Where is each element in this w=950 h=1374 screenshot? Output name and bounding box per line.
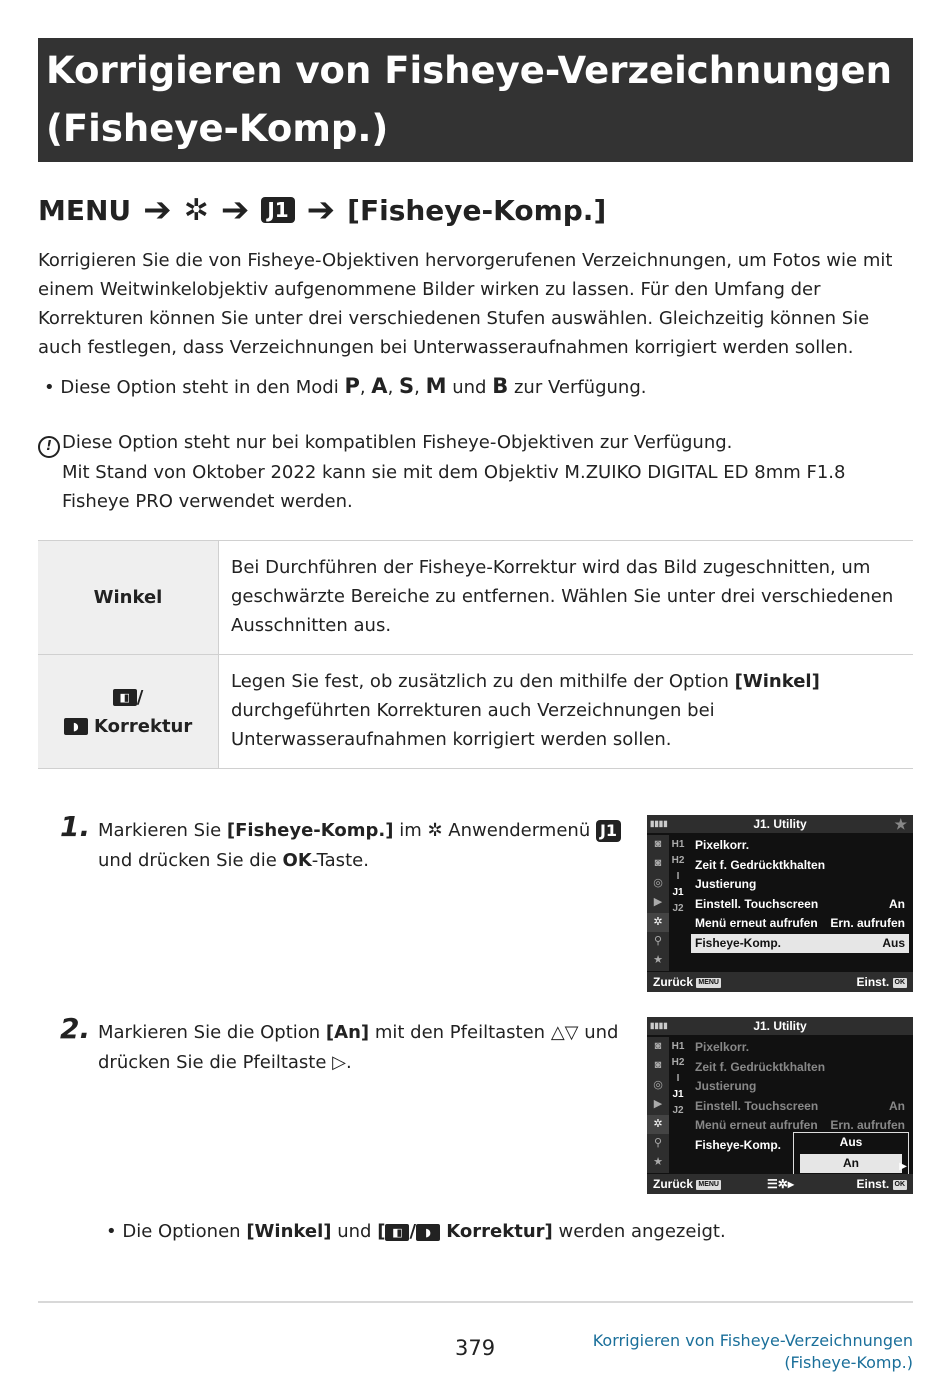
camera2-icon: ◙ xyxy=(654,1059,662,1072)
star-icon: ★ xyxy=(653,1156,663,1169)
camera-screen-1 xyxy=(647,815,913,992)
gear-icon: ✲ xyxy=(183,192,209,228)
list-item: Zeit f. Gedrücktkhalten xyxy=(695,857,826,872)
setting-key: ◧ / ◗ Korrektur xyxy=(38,655,219,769)
option-popup xyxy=(793,1132,909,1176)
list-item: Pixelkorr. xyxy=(695,1040,750,1054)
list-item: Justierung xyxy=(695,1079,757,1093)
tab-j2: J2 xyxy=(672,1105,684,1116)
settings-table xyxy=(38,540,913,769)
list-item: Justierung xyxy=(695,877,757,891)
page-title: Korrigieren von Fisheye-Verzeichnungen (Fisheye-Komp.) xyxy=(38,38,913,162)
intro-paragraph: Korrigieren Sie die von Fisheye-Objektiven hervorgerufenen Verzeichnungen, um Fotos wie mit einem Weitwinkelobjektiv aufgenommene Bilder wirken zu lassen. Für den Umfang der Korrekturen können Sie unter drei verschiedenen Stufen auswählen. Gleichzeitig können Sie auch festlegen, dass Verzeichnungen bei Unterwasseraufnahmen korrigiert werden sollen. xyxy=(38,250,893,358)
tab-j1: J1 xyxy=(672,1089,684,1100)
tab-j2: J2 xyxy=(672,903,684,914)
video-icon: ◎ xyxy=(653,1078,663,1091)
list-item: Einstell. Touchscreen An xyxy=(695,1098,905,1113)
tab-h1: H1 xyxy=(671,839,685,850)
menu-side-icons xyxy=(647,835,669,971)
screen-footer: Zurück MENU Einst. OK xyxy=(647,972,913,992)
underwater-wide-icon: ◧ xyxy=(385,1224,409,1241)
step-number: 1. xyxy=(60,810,91,843)
step-text: Markieren Sie die Option [An] mit den Pfeiltasten △▽ und drücken Sie die Pfeiltaste ▷. xyxy=(98,1022,619,1073)
gear-icon: ✲ xyxy=(647,913,669,932)
bullet-dot: • xyxy=(106,1221,117,1242)
bullet-dot: • xyxy=(44,377,55,398)
camera1-icon: ◙ xyxy=(654,838,662,850)
playback-icon: ▶ xyxy=(653,896,663,909)
list-item: Pixelkorr. xyxy=(695,838,750,852)
footer-section-link[interactable]: Korrigieren von Fisheye-Verzeichnungen (Fisheye-Komp.) xyxy=(592,1331,913,1372)
arrow-right-icon: ➔ xyxy=(220,190,250,230)
list-item: Einstell. Touchscreen An xyxy=(695,896,905,911)
underwater-fish-icon: ◗ xyxy=(416,1224,440,1241)
gear-icon: ✲ xyxy=(647,1115,669,1134)
underwater-wide-icon: ◧ xyxy=(113,689,137,706)
star-icon: ★ xyxy=(894,816,907,832)
menu-item-name: [Fisheye-Komp.] xyxy=(347,193,607,227)
mode-a: A xyxy=(371,374,388,398)
arrow-right-icon: ➔ xyxy=(306,190,336,230)
list-item: Menü erneut aufrufen Ern. aufrufen xyxy=(695,1118,905,1132)
option-an-selected: An xyxy=(800,1154,902,1173)
table-row xyxy=(38,655,913,769)
playback-icon: ▶ xyxy=(653,1098,663,1111)
camera2-icon: ◙ xyxy=(654,857,662,870)
setting-description: Legen Sie fest, ob zusätzlich zu den mithilfe der Option [Winkel] durchgeführten Korrekturen auch Verzeichnungen bei Unterwasseraufnahmen korrigiert werden sollen. xyxy=(219,655,914,769)
menu-key-icon: MENU xyxy=(698,978,719,986)
arrow-right-key-icon: ▷ xyxy=(332,1052,347,1073)
screen-header: ▮▮▮▮ J1. Utility xyxy=(647,1017,913,1035)
ok-key-icon: OK xyxy=(894,1180,905,1188)
menu-items xyxy=(691,836,909,953)
list-item: Menü erneut aufrufen Ern. aufrufen xyxy=(695,916,905,930)
menu-side-icons xyxy=(647,1037,669,1173)
step-text: Markieren Sie [Fisheye-Komp.] im ✲ Anwendermenü J1 und drücken Sie die OK-Taste. xyxy=(98,816,638,876)
setting-key: Winkel xyxy=(38,541,219,655)
tab-i: I xyxy=(676,1073,680,1084)
mode-s: S xyxy=(399,374,415,398)
arrow-up-icon: △ xyxy=(550,1022,565,1043)
mode-p: P xyxy=(344,374,360,398)
submenu-tabs xyxy=(669,1039,687,1119)
tab-i: I xyxy=(676,871,680,882)
modes-bullet: • Diese Option steht in den Modi P, A, S, M und B zur Verfügung. xyxy=(44,374,647,398)
video-icon: ◎ xyxy=(653,876,663,889)
tab-h1: H1 xyxy=(671,1041,685,1052)
page-number: 379 xyxy=(455,1336,496,1360)
note-block: ! Diese Option steht nur bei kompatiblen Fisheye-Objektiven zur Verfügung. Mit Stand von Oktober 2022 kann sie mit dem Objektiv M.ZUIKO DIGITAL ED 8mm F1.8 Fisheye PRO verwendet werden. xyxy=(38,428,913,516)
submenu-tabs xyxy=(669,837,687,917)
mode-m: M xyxy=(425,374,447,398)
camera1-icon: ◙ xyxy=(654,1040,662,1052)
step-number: 2. xyxy=(60,1012,91,1045)
arrow-right-icon: ➔ xyxy=(143,190,172,230)
tab-j1: J1 xyxy=(672,887,684,898)
list-item-selected: Fisheye-Komp. Aus xyxy=(691,934,909,954)
star-icon: ★ xyxy=(653,954,663,967)
menu-key-icon: MENU xyxy=(698,1180,719,1188)
tab-badge: J1 xyxy=(261,197,294,223)
wrench-icon: ⚲ xyxy=(653,1136,663,1149)
camera-screen-2 xyxy=(647,1017,913,1194)
tab-badge: J1 xyxy=(596,820,621,842)
gear-icon: ✲ xyxy=(427,820,443,841)
mode-b: B xyxy=(492,374,509,398)
result-bullet: • Die Optionen [Winkel] und [ ◧ / ◗ Korrektur] werden angezeigt. xyxy=(106,1221,726,1242)
tab-h2: H2 xyxy=(671,855,685,866)
caution-icon: ! xyxy=(38,436,60,458)
menu-path xyxy=(38,188,606,232)
table-row xyxy=(38,541,913,655)
list-item-active: Fisheye-Komp. xyxy=(695,1137,782,1152)
battery-icon: ▮▮▮▮ xyxy=(650,819,668,828)
menu-label: MENU xyxy=(38,193,132,227)
tab-h2: H2 xyxy=(671,1057,685,1068)
info-settings-icon: ☰✲▸ xyxy=(767,1177,794,1191)
setting-description: Bei Durchführen der Fisheye-Korrektur wird das Bild zugeschnitten, um geschwärzte Bereiche zu entfernen. Wählen Sie unter drei verschiedenen Ausschnitten aus. xyxy=(219,541,914,655)
wrench-icon: ⚲ xyxy=(653,934,663,947)
screen-header: ▮▮▮▮ J1. Utility ★ xyxy=(647,815,913,833)
underwater-fish-icon: ◗ xyxy=(64,718,88,735)
arrow-down-icon: ▽ xyxy=(564,1022,579,1043)
screen-footer: Zurück MENU ☰✲▸ Einst. OK xyxy=(647,1174,913,1194)
list-item: Zeit f. Gedrücktkhalten xyxy=(695,1059,826,1074)
ok-key-icon: OK xyxy=(894,978,905,986)
battery-icon: ▮▮▮▮ xyxy=(650,1021,668,1030)
footer-divider xyxy=(38,1301,913,1303)
triangle-right-icon: ▶ xyxy=(899,1161,907,1172)
option-aus: Aus xyxy=(839,1135,863,1149)
